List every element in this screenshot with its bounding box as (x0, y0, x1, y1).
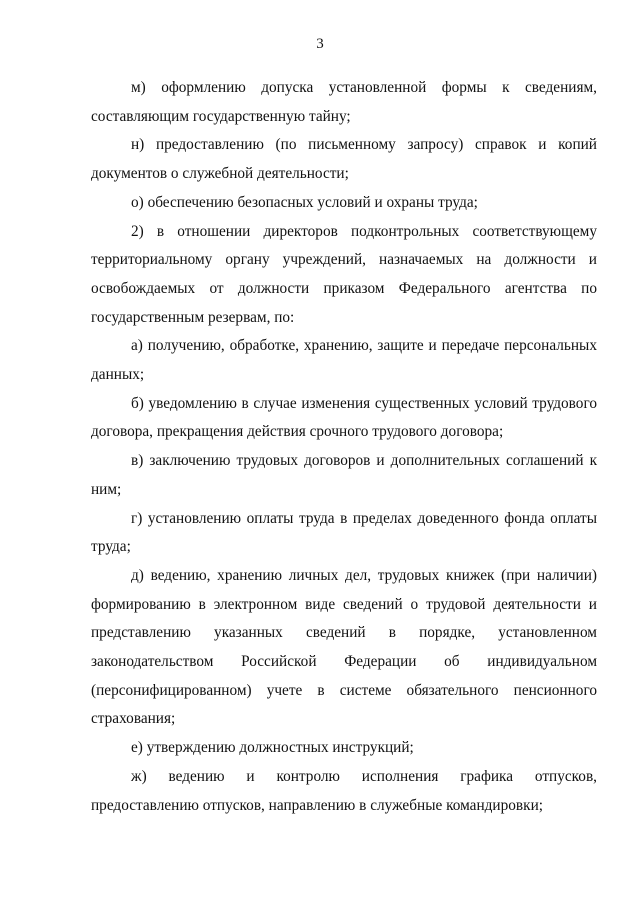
document-body (91, 74, 597, 820)
paragraph-v: в) заключению трудовых договоров и дополнительных соглашений к ним; (91, 452, 597, 498)
paragraph-e: е) утверждению должностных инструкций; (131, 739, 414, 757)
page-number: 3 (316, 36, 324, 52)
paragraph-o: о) обеспечению безопасных условий и охраны труда; (131, 193, 478, 211)
paragraph-d: д) ведению, хранению личных дел, трудовых книжек (при наличии) формированию в электронном виде сведений о трудовой деятельности и представлению указанных сведений в порядке, установленном законодательством Российской Федерации об индивидуальном (персонифицированном) учете в системе обязательного пенсионного страхования; (91, 566, 597, 728)
paragraph-n: н) предоставлению (по письменному запросу) справок и копий документов о служебной деятельности; (91, 136, 597, 183)
paragraph-a: а) получению, обработке, хранению, защите и передаче персональных данных; (91, 337, 597, 384)
paragraph-g: г) установлению оплаты труда в пределах доведенного фонда оплаты труда; (91, 509, 597, 556)
paragraph-2: 2) в отношении директоров подконтрольных соответствующему территориальному органу учреждений, назначаемых на должности и освобождаемых от должности приказом Федерального агентства по государственным резервам, по: (91, 222, 597, 326)
paragraph-b: б) уведомлению в случае изменения существенных условий трудового договора, прекращения действия срочного трудового договора; (91, 394, 597, 441)
paragraph-zh: ж) ведению и контролю исполнения графика отпусков, предоставлению отпусков, направлению в служебные командировки; (91, 767, 597, 814)
paragraph-m: м) оформлению допуска установленной формы к сведениям, составляющим государственную тайну; (91, 79, 597, 125)
